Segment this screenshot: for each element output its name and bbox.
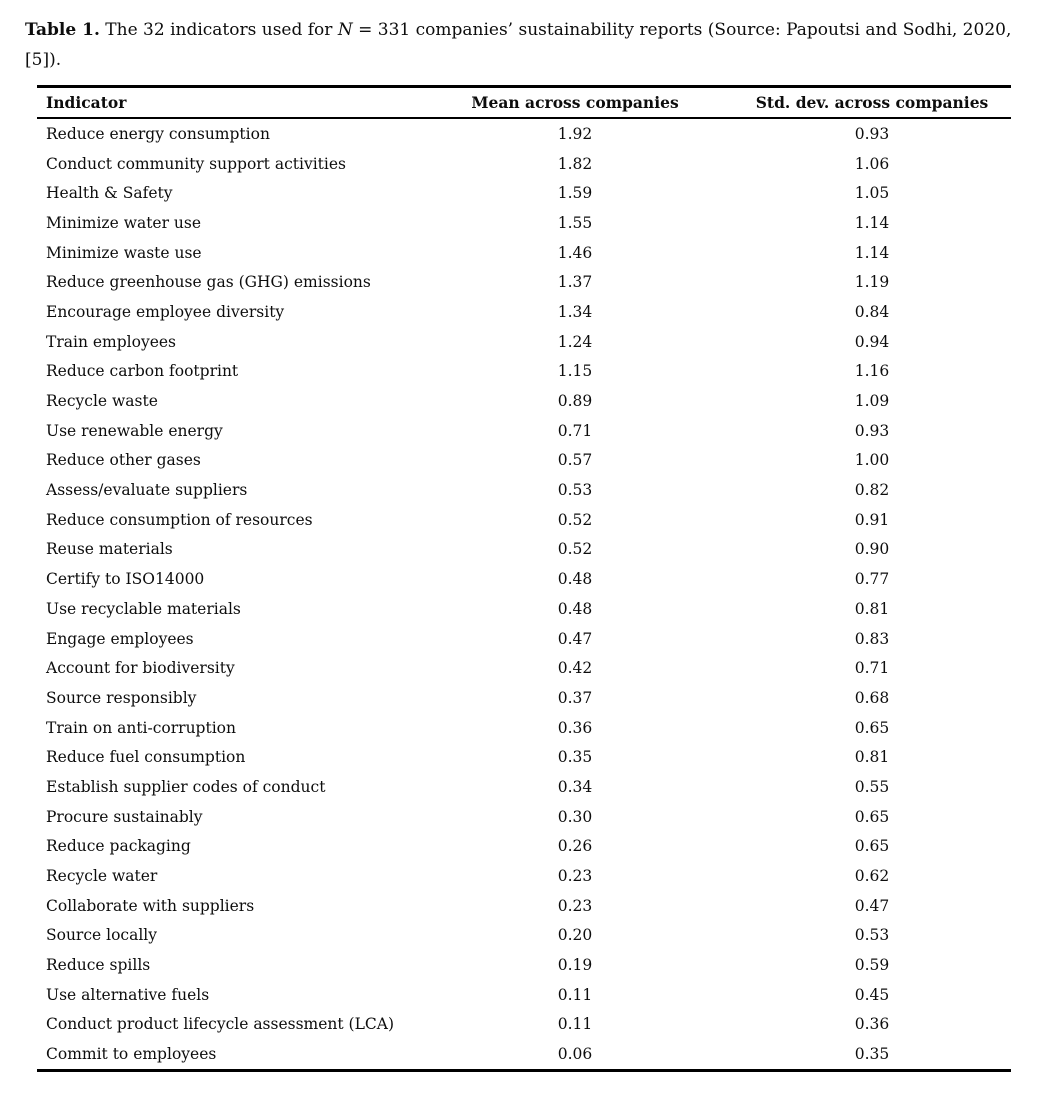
header-std-dev: Std. dev. across companies xyxy=(755,93,989,112)
std-dev-cell: 1.16 xyxy=(854,362,890,381)
indicator-cell: Collaborate with suppliers xyxy=(46,896,255,915)
std-dev-cell: 0.71 xyxy=(854,659,890,678)
indicator-cell: Source responsibly xyxy=(46,688,197,707)
std-dev-cell: 1.05 xyxy=(854,184,890,203)
indicator-cell: Reduce packaging xyxy=(46,837,191,856)
mean-cell: 1.59 xyxy=(557,184,593,203)
indicator-cell: Reduce greenhouse gas (GHG) emissions xyxy=(46,273,371,292)
table-row xyxy=(37,921,1011,951)
mean-cell: 0.36 xyxy=(557,718,593,737)
std-dev-cell: 0.45 xyxy=(854,985,890,1004)
mean-cell: 0.19 xyxy=(557,956,593,975)
std-dev-cell: 1.14 xyxy=(854,213,890,232)
table-row xyxy=(37,1010,1011,1040)
table-row xyxy=(37,683,1011,713)
table-header-row xyxy=(37,88,1011,119)
indicator-cell: Engage employees xyxy=(46,629,194,648)
indicator-cell: Recycle waste xyxy=(46,392,158,411)
mean-cell: 1.55 xyxy=(557,213,593,232)
std-dev-cell: 0.68 xyxy=(854,688,890,707)
std-dev-cell: 0.77 xyxy=(854,570,890,589)
std-dev-cell: 0.35 xyxy=(854,1045,890,1064)
mean-cell: 0.26 xyxy=(557,837,593,856)
std-dev-cell: 0.90 xyxy=(854,540,890,559)
table-row xyxy=(37,535,1011,565)
mean-cell: 0.23 xyxy=(557,896,593,915)
table-row xyxy=(37,267,1011,297)
table-row xyxy=(37,950,1011,980)
table-row xyxy=(37,178,1011,208)
table-row xyxy=(37,742,1011,772)
std-dev-cell: 0.81 xyxy=(854,748,890,767)
table-row xyxy=(37,119,1011,149)
indicator-cell: Reduce energy consumption xyxy=(46,124,270,143)
mean-cell: 0.20 xyxy=(557,926,593,945)
std-dev-cell: 0.93 xyxy=(854,124,890,143)
indicator-cell: Establish supplier codes of conduct xyxy=(46,777,326,796)
std-dev-cell: 1.14 xyxy=(854,243,890,262)
mean-cell: 0.48 xyxy=(557,599,593,618)
indicator-cell: Use renewable energy xyxy=(46,421,223,440)
std-dev-cell: 0.36 xyxy=(854,1015,890,1034)
caption-n-symbol: N xyxy=(337,20,353,40)
mean-cell: 1.24 xyxy=(557,332,593,351)
table-row xyxy=(37,772,1011,802)
table-row xyxy=(37,357,1011,387)
indicator-cell: Procure sustainably xyxy=(46,807,203,826)
indicator-cell: Health & Safety xyxy=(46,184,173,203)
mean-cell: 0.52 xyxy=(557,510,593,529)
indicators-table xyxy=(37,85,1011,1072)
indicator-cell: Conduct product lifecycle assessment (LCA) xyxy=(46,1015,395,1034)
mean-cell: 0.06 xyxy=(557,1045,593,1064)
indicator-cell: Reduce consumption of resources xyxy=(46,510,313,529)
indicator-cell: Minimize waste use xyxy=(46,243,202,262)
std-dev-cell: 0.65 xyxy=(854,718,890,737)
indicator-cell: Certify to ISO14000 xyxy=(46,570,205,589)
mean-cell: 0.30 xyxy=(557,807,593,826)
mean-cell: 0.42 xyxy=(557,659,593,678)
mean-cell: 0.48 xyxy=(557,570,593,589)
mean-cell: 0.53 xyxy=(557,481,593,500)
table-row xyxy=(37,594,1011,624)
indicator-cell: Assess/evaluate suppliers xyxy=(46,481,248,500)
indicator-cell: Train on anti-corruption xyxy=(46,718,236,737)
table-row xyxy=(37,505,1011,535)
indicator-cell: Account for biodiversity xyxy=(46,659,235,678)
std-dev-cell: 0.55 xyxy=(854,777,890,796)
mean-cell: 1.82 xyxy=(557,154,593,173)
mean-cell: 0.37 xyxy=(557,688,593,707)
std-dev-cell: 0.59 xyxy=(854,956,890,975)
std-dev-cell: 0.81 xyxy=(854,599,890,618)
mean-cell: 1.34 xyxy=(557,302,593,321)
indicator-cell: Reduce carbon footprint xyxy=(46,362,239,381)
indicator-cell: Encourage employee diversity xyxy=(46,302,285,321)
indicator-cell: Source locally xyxy=(46,926,158,945)
indicator-cell: Use recyclable materials xyxy=(46,599,241,618)
table-row xyxy=(37,208,1011,238)
table-row xyxy=(37,802,1011,832)
indicator-cell: Minimize water use xyxy=(46,213,202,232)
mean-cell: 0.23 xyxy=(557,867,593,886)
table-caption xyxy=(25,15,1037,75)
mean-cell: 0.35 xyxy=(557,748,593,767)
indicator-cell: Reuse materials xyxy=(46,540,173,559)
table-row xyxy=(37,832,1011,862)
table-body xyxy=(37,119,1011,1069)
mean-cell: 0.34 xyxy=(557,777,593,796)
std-dev-cell: 1.06 xyxy=(854,154,890,173)
table-row xyxy=(37,416,1011,446)
indicator-cell: Train employees xyxy=(46,332,176,351)
std-dev-cell: 0.82 xyxy=(854,481,890,500)
caption-label: Table 1. xyxy=(25,20,100,40)
table-row xyxy=(37,980,1011,1010)
table-row xyxy=(37,861,1011,891)
table-row xyxy=(37,238,1011,268)
table-row xyxy=(37,149,1011,179)
indicator-cell: Conduct community support activities xyxy=(46,154,346,173)
std-dev-cell: 0.91 xyxy=(854,510,890,529)
mean-cell: 0.89 xyxy=(557,392,593,411)
std-dev-cell: 0.53 xyxy=(854,926,890,945)
table-row xyxy=(37,327,1011,357)
table-row xyxy=(37,475,1011,505)
caption-text-pre: The 32 indicators used for xyxy=(99,20,338,40)
header-mean: Mean across companies xyxy=(471,93,679,112)
std-dev-cell: 0.83 xyxy=(854,629,890,648)
mean-cell: 1.92 xyxy=(557,124,593,143)
std-dev-cell: 0.65 xyxy=(854,807,890,826)
table-row xyxy=(37,891,1011,921)
mean-cell: 0.57 xyxy=(557,451,593,470)
indicator-cell: Reduce spills xyxy=(46,956,151,975)
std-dev-cell: 0.84 xyxy=(854,302,890,321)
std-dev-cell: 0.47 xyxy=(854,896,890,915)
table-row xyxy=(37,564,1011,594)
mean-cell: 1.37 xyxy=(557,273,593,292)
mean-cell: 1.15 xyxy=(557,362,593,381)
header-indicator: Indicator xyxy=(46,93,127,112)
table-row xyxy=(37,653,1011,683)
indicator-cell: Reduce other gases xyxy=(46,451,201,470)
mean-cell: 0.11 xyxy=(557,985,593,1004)
std-dev-cell: 0.62 xyxy=(854,867,890,886)
table-row xyxy=(37,446,1011,476)
mean-cell: 1.46 xyxy=(557,243,593,262)
std-dev-cell: 0.94 xyxy=(854,332,890,351)
table-row xyxy=(37,297,1011,327)
table-row xyxy=(37,624,1011,654)
mean-cell: 0.11 xyxy=(557,1015,593,1034)
table-row xyxy=(37,386,1011,416)
indicator-cell: Reduce fuel consumption xyxy=(46,748,246,767)
indicator-cell: Commit to employees xyxy=(46,1045,217,1064)
std-dev-cell: 1.19 xyxy=(854,273,890,292)
std-dev-cell: 1.00 xyxy=(854,451,890,470)
mean-cell: 0.71 xyxy=(557,421,593,440)
indicator-cell: Recycle water xyxy=(46,867,158,886)
std-dev-cell: 1.09 xyxy=(854,392,890,411)
caption-text-post: = 331 companies’ sustainability reports (Source: Papoutsi and Sodhi, 2020, [5]). xyxy=(25,20,1012,70)
mean-cell: 0.47 xyxy=(557,629,593,648)
std-dev-cell: 0.65 xyxy=(854,837,890,856)
indicator-cell: Use alternative fuels xyxy=(46,985,210,1004)
table-row xyxy=(37,1039,1011,1069)
std-dev-cell: 0.93 xyxy=(854,421,890,440)
mean-cell: 0.52 xyxy=(557,540,593,559)
table-row xyxy=(37,713,1011,743)
